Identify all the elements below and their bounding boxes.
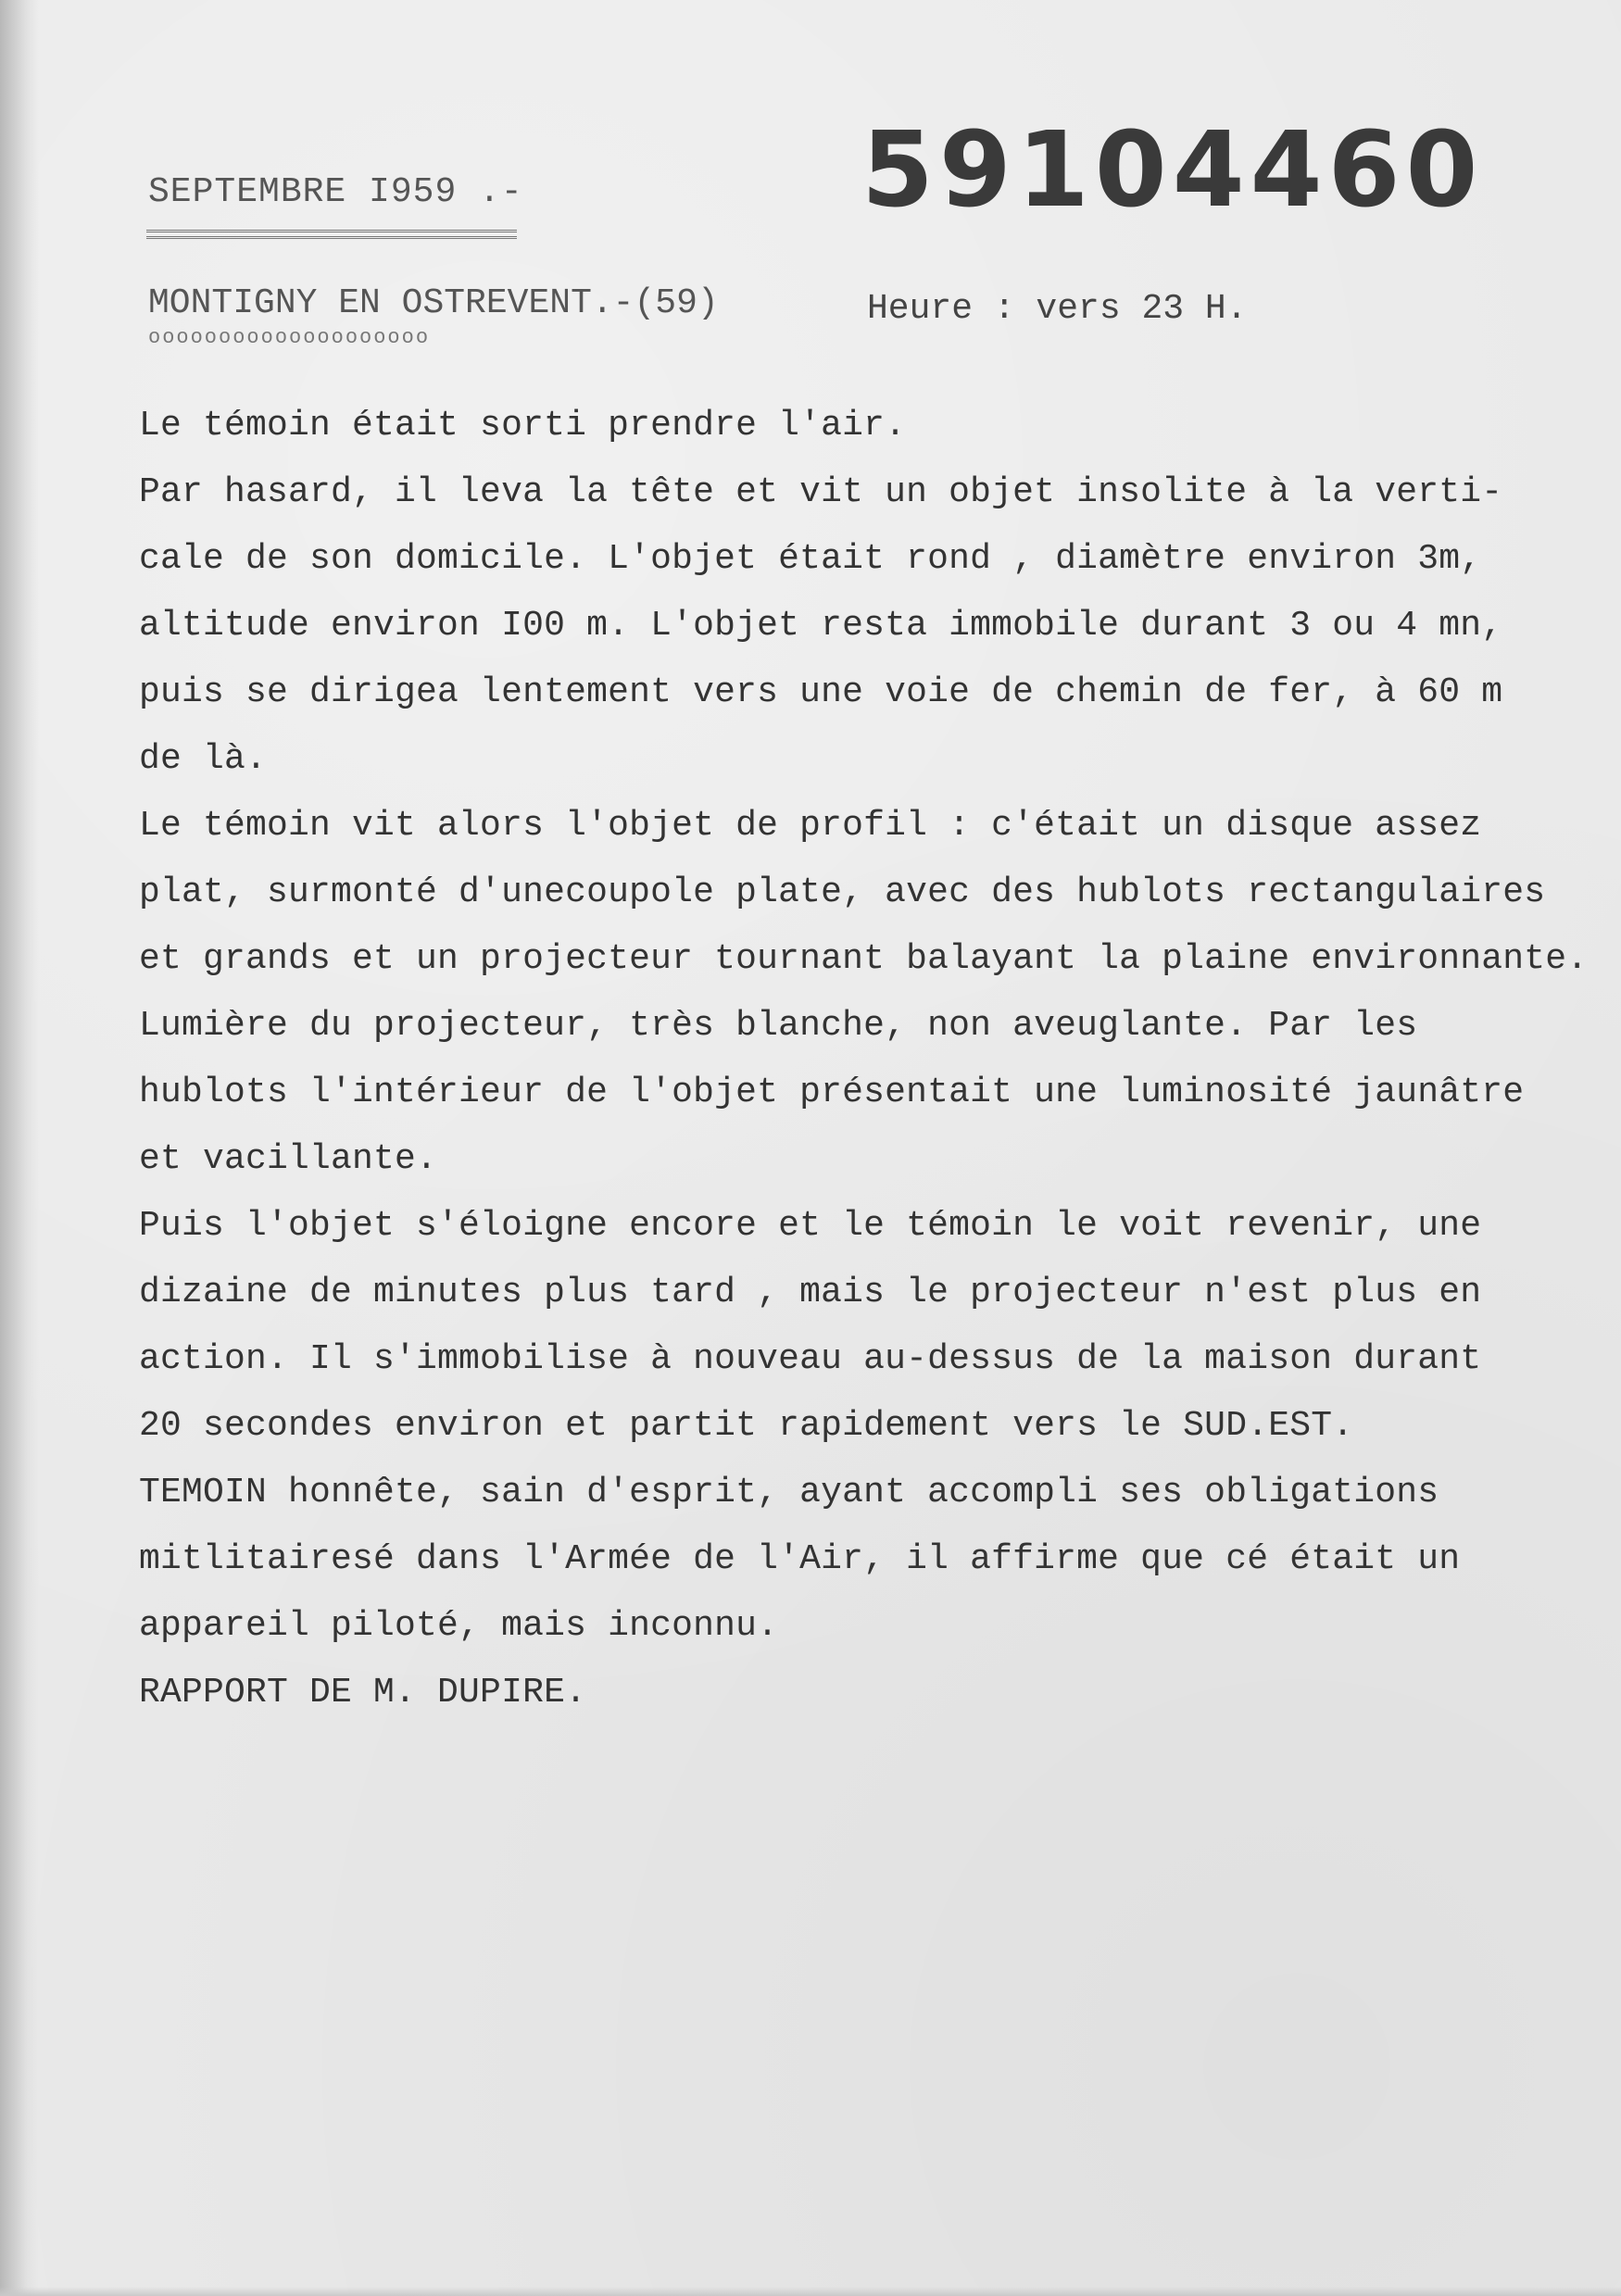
- scan-bottom-edge: [0, 2287, 1621, 2296]
- body-line-6: de là.: [139, 739, 268, 779]
- body-line-3: cale de son domicile. L'objet était rond , diamètre environ 3m,: [139, 539, 1482, 579]
- location-underline: oooooooooooooooooooo: [148, 326, 431, 349]
- body-line-7: Le témoin vit alors l'objet de profil : c'était un disque assez: [139, 806, 1482, 846]
- body-line-4: altitude environ I00 m. L'objet resta immobile durant 3 ou 4 mn,: [139, 606, 1503, 646]
- report-date: SEPTEMBRE I959 .-: [148, 172, 523, 212]
- body-line-9: et grands et un projecteur tournant balayant la plaine environnante.: [139, 939, 1589, 979]
- body-line-2: Par hasard, il leva la tête et vit un objet insolite à la verti-: [139, 472, 1503, 512]
- report-location: MONTIGNY EN OSTREVENT.-(59): [148, 283, 719, 323]
- body-line-14: dizaine de minutes plus tard , mais le projecteur n'est plus en: [139, 1273, 1482, 1312]
- body-line-8: plat, surmonté d'unecoupole plate, avec des hublots rectangulaires: [139, 872, 1546, 912]
- report-signature: RAPPORT DE M. DUPIRE.: [139, 1673, 587, 1713]
- body-line-16: 20 secondes environ et partit rapidement vers le SUD.EST.: [139, 1406, 1354, 1446]
- body-line-11: hublots l'intérieur de l'objet présentait une luminosité jaunâtre: [139, 1073, 1525, 1112]
- body-line-12: et vacillante.: [139, 1139, 438, 1179]
- body-line-15: action. Il s'immobilise à nouveau au-dessus de la maison durant: [139, 1339, 1482, 1379]
- body-line-19: appareil piloté, mais inconnu.: [139, 1606, 779, 1646]
- body-line-17: TEMOIN honnête, sain d'esprit, ayant accompli ses obligations: [139, 1473, 1439, 1512]
- date-underline: [146, 230, 517, 239]
- body-line-5: puis se dirigea lentement vers une voie de chemin de fer, à 60 m: [139, 672, 1503, 712]
- reference-number-stamp: 59104460: [861, 110, 1484, 231]
- report-body: [139, 393, 1589, 1726]
- report-time: Heure : vers 23 H.: [867, 289, 1248, 329]
- body-line-13: Puis l'objet s'éloigne encore et le témoin le voit revenir, une: [139, 1206, 1482, 1246]
- body-line-18: mitlitairesé dans l'Armée de l'Air, il affirme que cé était un: [139, 1539, 1461, 1579]
- body-line-10: Lumière du projecteur, très blanche, non aveuglante. Par les: [139, 1006, 1418, 1046]
- body-line-1: Le témoin était sorti prendre l'air.: [139, 406, 907, 445]
- scan-edge-shadow: [0, 0, 39, 2296]
